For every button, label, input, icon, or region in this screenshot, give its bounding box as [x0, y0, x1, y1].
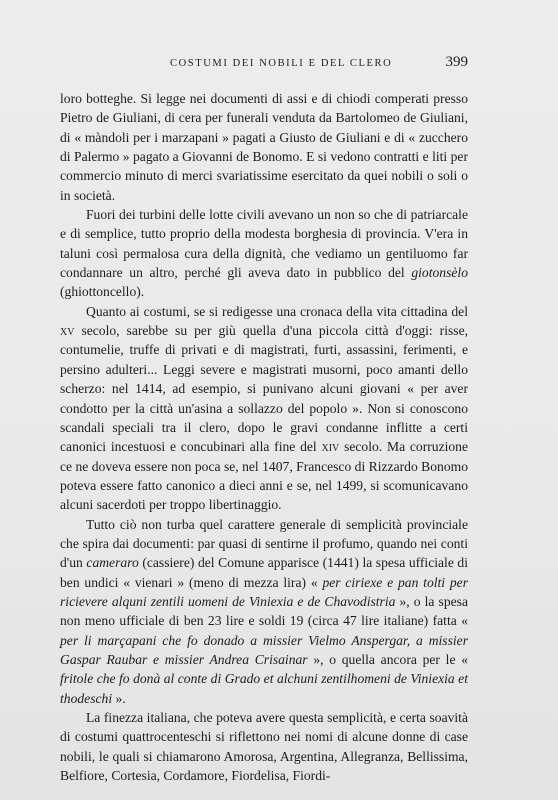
paragraph-5: La finezza italiana, che poteva avere questa semplicità, e certa soavità di costumi quattrocenteschi si riflettono nei nomi di alcune donne di case nobili, le quali si chiamarono Amorosa, Argentina, Allegranza, Bellissima, Belfiore, Cortesia, Cordamore, Fiordelisa, Fiordi-: [60, 710, 468, 784]
italic-term-giotonselo: giotonsèlo: [411, 265, 468, 281]
paragraph-2-text: Fuori dei turbini delle lotte civili avevano un non so che di patriarcale e di semplice, tutto proprio della modesta borghesia di provincia. V'era in taluni così permalosa cura della dignità, che vediamo un gentiluomo far condannare un altro, perché gli aveva dato in pubblico del: [60, 207, 468, 281]
quote-marcapani: per li marçapani che fo donado a missier Vielmo Anspergar, a missier Gaspar Raubar e missier Andrea Crisainar: [60, 632, 468, 667]
page-number: 399: [445, 54, 468, 70]
body-text: [60, 89, 468, 785]
paragraph-3-text-a: Quanto ai costumi, se si redigesse una cronaca della vita cittadina del: [86, 303, 468, 319]
quote-fritole: fritole che fo donà al conte di Grado et alchuni zentilhomeni de Viniexia et thodeschi: [60, 671, 468, 706]
paragraph-4-text-b: (cassiere) del Comune apparisce (1441) la spesa ufficiale di ben undici « vienari » (meno di mezza lira) «: [60, 555, 468, 590]
quote-cirieze: per cirieхе e pan tolti per ricievere alquni zentili uomeni de Viniexia e de Chavodistria: [60, 574, 469, 609]
paragraph-4-text-a: Tutto ciò non turba quel carattere generale di semplicità provinciale che spira dai documenti: par quasi di sentirne il profumo, quando nei conti d'un: [60, 516, 468, 571]
paragraph-3: [60, 302, 468, 515]
century-xv: xv: [60, 323, 75, 339]
italic-term-cameraro: cameraro: [86, 555, 139, 571]
paragraph-3-text-c: secolo. Ma corruzione ce ne doveva essere non poca se, nel 1407, Francesco di Rizzardo Bonomo poteva essere fatto canonico a dieci anni e se, nel 1499, si scomunicavano alcuni sacerdoti per troppo libertinaggio.: [60, 439, 469, 513]
paragraph-4-text-c: », o la spesa non meno ufficiale di ben 23 lire e soldi 19 (circa 47 lire italiane) fatta «: [60, 593, 468, 629]
paragraph-4-text-e: ».: [112, 690, 126, 706]
century-xiv: xiv: [321, 439, 340, 455]
paragraph-4: [60, 515, 468, 708]
running-head: COSTUMI DEI NOBILI E DEL CLERO: [170, 58, 393, 69]
paragraph-3-text-b: secolo, sarebbe su per giù quella d'una piccola città d'oggi: risse, contumelie, truffe di privati e di magistrati, furti, assassini, ferimenti, e persino adulteri... Leggi severe e magistrati musorni, poco amanti dello scherzo: nel 1414, ad esempio, si punivano alcuni giovani « per aver condotto per la città un'asina a sollazzo del popolo ». Non si conoscono scandali speciali tra il clero, dopo le gravi condanne inflitte a certi canonici incestuosi e concubinari alla fine del: [60, 323, 468, 455]
paragraph-2: [60, 205, 468, 302]
paragraph-4-text-d: », o quella ancora per le «: [307, 651, 468, 667]
paragraph-2-end: (ghiottoncello).: [60, 284, 145, 300]
paragraph-1: loro botteghe. Si legge nei documenti di assi e di chiodi comperati presso Pietro de Giuliani, di cera per funerali venduta da Bartolomeo de Giuliani, di « màndoli per i marzapani » pagati a Giusto de Giuliani e di « zucchero di Palermo » pagato a Giovanni de Bonomo. E si vedono contratti e liti per commercio minuto di merci svariatissime esercitato da quei nobili o soli o in società.: [60, 91, 468, 203]
